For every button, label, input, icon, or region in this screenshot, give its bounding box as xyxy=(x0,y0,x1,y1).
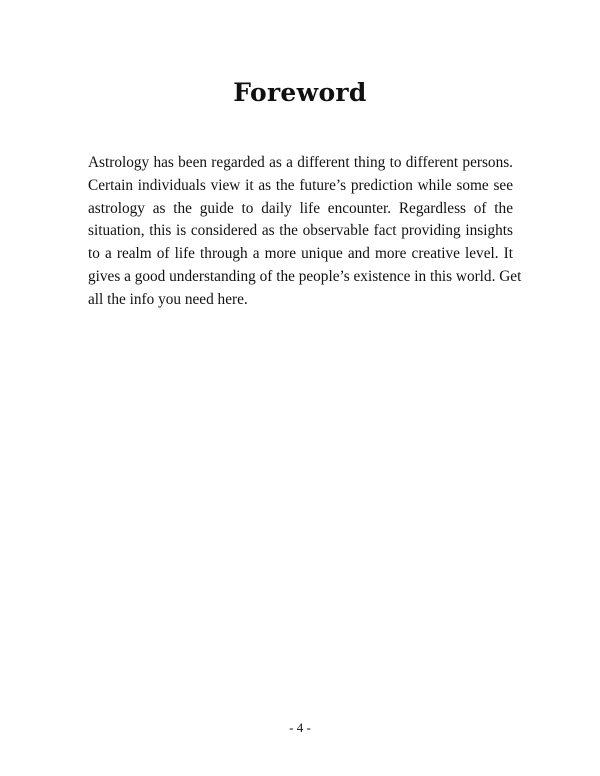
foreword-paragraph xyxy=(88,152,522,312)
page-title: Foreword xyxy=(233,78,367,107)
paragraph-line: situation, this is considered as the observable fact providing insights xyxy=(88,222,513,240)
paragraph-line: gives a good understanding of the people’s existence in this world. Get xyxy=(88,267,522,285)
paragraph-line: Astrology has been regarded as a different thing to different persons. xyxy=(88,154,513,171)
paragraph-line: to a realm of life through a more unique and more creative level. It xyxy=(88,245,513,263)
paragraph-line: Certain individuals view it as the future’s prediction while some see xyxy=(88,176,513,194)
page-number: - 4 - xyxy=(289,720,311,735)
paragraph-line: all the info you need here. xyxy=(88,290,248,308)
paragraph-line: astrology as the guide to daily life encounter. Regardless of the xyxy=(88,199,513,217)
